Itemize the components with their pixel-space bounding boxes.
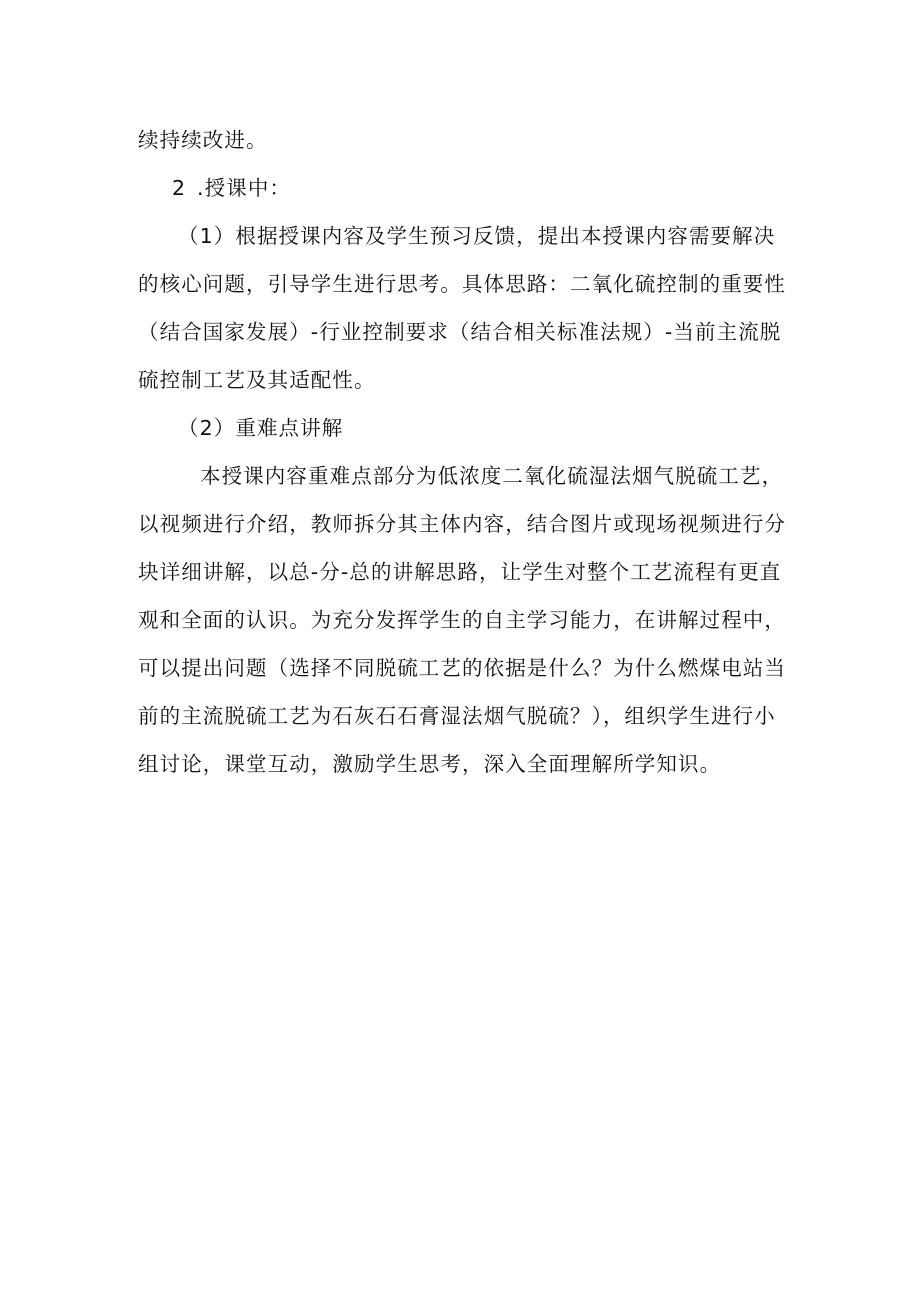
- item2-heading: （2）重难点讲解: [178, 416, 344, 440]
- section-title: .授课中：: [197, 176, 292, 200]
- section-heading: [138, 164, 798, 212]
- continuation-line: 续持续改进。: [138, 128, 268, 152]
- item2-line: 本授课内容重难点部分为低浓度二氧化硫湿法烟气脱硫工艺，: [200, 464, 784, 488]
- item2-line: 前的主流脱硫工艺为石灰石石膏湿法烟气脱硫？），组织学生进行小: [138, 704, 776, 728]
- section-number: 2: [172, 176, 187, 200]
- document-page: [138, 116, 798, 788]
- item2-line: 可以提出问题（选择不同脱硫工艺的依据是什么？为什么燃煤电站当: [138, 656, 786, 680]
- item2-line: 观和全面的认识。为充分发挥学生的自主学习能力，在讲解过程中，: [138, 608, 786, 632]
- item2-line: 组讨论，课堂互动，激励学生思考，深入全面理解所学知识。: [138, 752, 722, 776]
- item1-line: （1）根据授课内容及学生预习反馈，提出本授课内容需要解决: [178, 224, 776, 248]
- item2-line: 以视频进行介绍，教师拆分其主体内容，结合图片或现场视频进行分: [138, 512, 786, 536]
- item2-line: 块详细讲解，以总-分-总的讲解思路，让学生对整个工艺流程有更直: [138, 560, 782, 584]
- item1-line: （结合国家发展）-行业控制要求（结合相关标准法规）-当前主流脱: [138, 320, 782, 344]
- item1-line: 的核心问题，引导学生进行思考。具体思路：二氧化硫控制的重要性: [138, 272, 786, 296]
- item1-line: 硫控制工艺及其适配性。: [138, 368, 376, 392]
